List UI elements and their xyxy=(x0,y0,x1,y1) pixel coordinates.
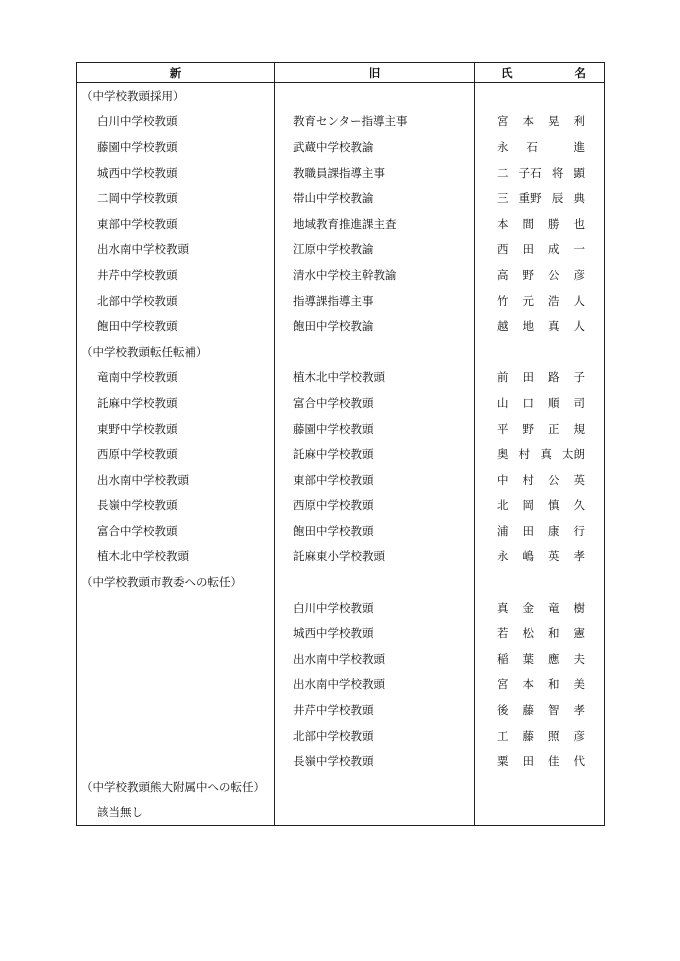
cell-old-post: 清水中学校主幹教諭 xyxy=(275,262,475,288)
person-name xyxy=(497,523,585,539)
name-part: 田 xyxy=(522,370,534,385)
cell-old-post: 出水南中学校教頭 xyxy=(275,672,475,698)
person-name xyxy=(497,421,585,437)
cell-new-post: 東野中学校教頭 xyxy=(77,416,275,442)
name-part: 北 xyxy=(497,498,509,513)
cell-old-post xyxy=(275,800,475,826)
name-part: 公 xyxy=(548,472,560,487)
name-part: 元 xyxy=(522,293,534,308)
cell-new-post: 富合中学校教頭 xyxy=(77,518,275,544)
cell-old-post: 託麻中学校教頭 xyxy=(275,441,475,467)
name-part: 康 xyxy=(548,523,560,538)
cell-person-name xyxy=(475,646,605,672)
cell-person-name xyxy=(475,83,605,109)
name-part: 正 xyxy=(548,421,560,436)
name-part: 孝 xyxy=(573,703,585,718)
cell-old-post: 地域教育推進課主査 xyxy=(275,211,475,237)
cell-old-post xyxy=(275,83,475,109)
cell-person-name xyxy=(475,569,605,595)
cell-person-name xyxy=(475,467,605,493)
table-row xyxy=(77,390,605,416)
name-part: 真 xyxy=(548,319,560,334)
name-part: 田 xyxy=(522,242,534,257)
table-row xyxy=(77,544,605,570)
person-name xyxy=(497,548,585,564)
name-part: 佳 xyxy=(548,754,560,769)
name-part: 美 xyxy=(573,677,585,692)
header-old: 旧 xyxy=(275,63,475,83)
name-part: 中 xyxy=(497,472,509,487)
name-part: 順 xyxy=(548,395,560,410)
cell-old-post xyxy=(275,339,475,365)
name-part: 金 xyxy=(522,600,534,615)
name-part: 地 xyxy=(522,319,534,334)
table-row xyxy=(77,134,605,160)
person-name xyxy=(497,267,585,283)
cell-old-post: 白川中学校教頭 xyxy=(275,595,475,621)
cell-person-name xyxy=(475,595,605,621)
cell-new-post: 井芹中学校教頭 xyxy=(77,262,275,288)
person-name xyxy=(497,139,585,155)
cell-new-post: 該当無し xyxy=(77,800,275,826)
table-row xyxy=(77,365,605,391)
person-name xyxy=(497,472,585,488)
cell-old-post: 西原中学校教頭 xyxy=(275,493,475,519)
cell-new-post xyxy=(77,748,275,774)
person-name xyxy=(497,753,585,769)
person-name xyxy=(497,497,585,513)
name-part: 嶋 xyxy=(522,549,534,564)
section-heading: （中学校教頭採用） xyxy=(77,83,275,109)
cell-new-post: 竜南中学校教頭 xyxy=(77,365,275,391)
name-part: 真 xyxy=(540,447,552,462)
person-name xyxy=(497,625,585,641)
section-heading: （中学校教頭転任転補） xyxy=(77,339,275,365)
cell-old-post: 長嶺中学校教頭 xyxy=(275,748,475,774)
name-part: 松 xyxy=(522,626,534,641)
name-part: 野 xyxy=(522,267,534,282)
cell-old-post: 井芹中学校教頭 xyxy=(275,697,475,723)
name-part: 顕 xyxy=(573,165,585,180)
name-part: 山 xyxy=(497,395,509,410)
name-part: 典 xyxy=(573,191,585,206)
name-part: 晃 xyxy=(548,114,560,129)
name-part: 人 xyxy=(573,293,585,308)
name-part: 進 xyxy=(573,139,585,154)
cell-new-post: 二岡中学校教頭 xyxy=(77,185,275,211)
person-name xyxy=(497,702,585,718)
name-part: 村 xyxy=(522,472,534,487)
cell-person-name xyxy=(475,800,605,826)
cell-new-post xyxy=(77,672,275,698)
person-name xyxy=(497,318,585,334)
name-part: 本 xyxy=(522,677,534,692)
cell-old-post: 出水南中学校教頭 xyxy=(275,646,475,672)
name-part: 永 xyxy=(497,549,509,564)
name-part: 間 xyxy=(522,216,534,231)
cell-person-name xyxy=(475,185,605,211)
person-name xyxy=(497,113,585,129)
cell-person-name xyxy=(475,109,605,135)
name-part: 子石 xyxy=(518,165,542,180)
cell-new-post: 長嶺中学校教頭 xyxy=(77,493,275,519)
cell-person-name xyxy=(475,672,605,698)
header-new: 新 xyxy=(77,63,275,83)
cell-person-name xyxy=(475,211,605,237)
cell-person-name xyxy=(475,365,605,391)
cell-person-name xyxy=(475,160,605,186)
cell-old-post: 飽田中学校教諭 xyxy=(275,313,475,339)
cell-old-post: 藤園中学校教頭 xyxy=(275,416,475,442)
name-part: 司 xyxy=(573,395,585,410)
name-part: 利 xyxy=(573,114,585,129)
cell-new-post: 植木北中学校教頭 xyxy=(77,544,275,570)
section-heading: （中学校教頭市教委への転任） xyxy=(77,569,275,595)
cell-old-post: 江原中学校教諭 xyxy=(275,237,475,263)
table-row xyxy=(77,109,605,135)
name-part: 石 xyxy=(526,139,538,154)
name-part: 孝 xyxy=(573,549,585,564)
name-part: 岡 xyxy=(522,498,534,513)
name-part: 應 xyxy=(548,651,560,666)
cell-new-post: 出水南中学校教頭 xyxy=(77,467,275,493)
person-name xyxy=(497,165,585,181)
cell-person-name xyxy=(475,441,605,467)
name-part: 太朗 xyxy=(561,447,585,462)
name-part: 路 xyxy=(548,370,560,385)
table-row xyxy=(77,211,605,237)
name-part: 和 xyxy=(548,677,560,692)
cell-old-post: 東部中学校教頭 xyxy=(275,467,475,493)
name-part: 粟 xyxy=(497,754,509,769)
name-part: 葉 xyxy=(522,651,534,666)
name-part: 真 xyxy=(497,600,509,615)
name-part: 平 xyxy=(497,421,509,436)
name-part: 子 xyxy=(573,370,585,385)
cell-old-post: 北部中学校教頭 xyxy=(275,723,475,749)
section-row xyxy=(77,83,605,109)
name-part: 英 xyxy=(573,472,585,487)
cell-old-post: 託麻東小学校教頭 xyxy=(275,544,475,570)
cell-new-post: 飽田中学校教頭 xyxy=(77,313,275,339)
name-part: 前 xyxy=(497,370,509,385)
name-part: 竹 xyxy=(497,293,509,308)
cell-person-name xyxy=(475,620,605,646)
name-part: 重野 xyxy=(518,191,542,206)
name-part: 一 xyxy=(573,242,585,257)
table-row xyxy=(77,672,605,698)
table-row xyxy=(77,288,605,314)
table-row xyxy=(77,237,605,263)
name-part: 越 xyxy=(497,319,509,334)
table-row xyxy=(77,595,605,621)
table-row xyxy=(77,160,605,186)
name-part: 智 xyxy=(548,703,560,718)
cell-new-post: 白川中学校教頭 xyxy=(77,109,275,135)
cell-old-post: 教育センター指導主事 xyxy=(275,109,475,135)
cell-person-name xyxy=(475,723,605,749)
name-part: 也 xyxy=(573,216,585,231)
name-part: 永 xyxy=(497,139,509,154)
cell-person-name xyxy=(475,237,605,263)
name-part: 村 xyxy=(518,447,531,462)
person-name xyxy=(497,369,585,385)
header-name-part-1: 氏 xyxy=(501,65,513,80)
name-part: 規 xyxy=(573,421,585,436)
name-part: 藤 xyxy=(522,728,534,743)
name-part: 照 xyxy=(548,728,560,743)
cell-old-post: 富合中学校教頭 xyxy=(275,390,475,416)
name-part: 宮 xyxy=(497,114,509,129)
cell-new-post: 託麻中学校教頭 xyxy=(77,390,275,416)
cell-old-post xyxy=(275,774,475,800)
cell-person-name xyxy=(475,518,605,544)
name-part: 稲 xyxy=(497,651,509,666)
table-row xyxy=(77,441,605,467)
person-name xyxy=(497,728,585,744)
table-row xyxy=(77,416,605,442)
cell-old-post: 飽田中学校教頭 xyxy=(275,518,475,544)
cell-new-post: 城西中学校教頭 xyxy=(77,160,275,186)
cell-new-post: 北部中学校教頭 xyxy=(77,288,275,314)
person-name xyxy=(497,190,585,206)
header-name xyxy=(475,63,605,83)
person-name xyxy=(497,395,585,411)
name-part: 成 xyxy=(548,242,560,257)
name-part: 西 xyxy=(497,242,509,257)
table-row xyxy=(77,620,605,646)
name-part: 和 xyxy=(548,626,560,641)
name-part: 田 xyxy=(522,523,534,538)
cell-new-post xyxy=(77,620,275,646)
table-header-row xyxy=(77,63,605,83)
name-part: 樹 xyxy=(573,600,585,615)
cell-person-name xyxy=(475,416,605,442)
cell-old-post: 指導課指導主事 xyxy=(275,288,475,314)
table-row xyxy=(77,800,605,826)
name-part: 高 xyxy=(497,267,509,282)
cell-person-name xyxy=(475,288,605,314)
person-name xyxy=(497,676,585,692)
name-part: 本 xyxy=(497,216,509,231)
cell-old-post: 城西中学校教頭 xyxy=(275,620,475,646)
name-part: 宮 xyxy=(497,677,509,692)
name-part: 憲 xyxy=(573,626,585,641)
name-part: 英 xyxy=(548,549,560,564)
cell-new-post xyxy=(77,723,275,749)
table-row xyxy=(77,467,605,493)
cell-person-name xyxy=(475,748,605,774)
name-part: 藤 xyxy=(522,703,534,718)
name-part: 後 xyxy=(497,703,509,718)
table-row xyxy=(77,313,605,339)
cell-person-name xyxy=(475,544,605,570)
cell-old-post: 植木北中学校教頭 xyxy=(275,365,475,391)
name-part: 本 xyxy=(522,114,534,129)
section-row xyxy=(77,774,605,800)
person-name xyxy=(497,241,585,257)
table-row xyxy=(77,646,605,672)
table-body xyxy=(77,83,605,826)
table-row xyxy=(77,748,605,774)
name-part: 彦 xyxy=(573,728,585,743)
table-row xyxy=(77,518,605,544)
table-row xyxy=(77,697,605,723)
name-part: 口 xyxy=(522,395,534,410)
cell-new-post xyxy=(77,646,275,672)
cell-old-post: 武蔵中学校教諭 xyxy=(275,134,475,160)
name-part: 三 xyxy=(497,191,509,206)
name-part: 公 xyxy=(548,267,560,282)
table-row xyxy=(77,262,605,288)
cell-person-name xyxy=(475,134,605,160)
name-part: 二 xyxy=(497,165,509,180)
name-part: 久 xyxy=(573,498,585,513)
name-part: 奥 xyxy=(497,447,509,462)
cell-new-post xyxy=(77,595,275,621)
cell-person-name xyxy=(475,390,605,416)
person-name xyxy=(497,446,585,462)
person-name xyxy=(497,600,585,616)
name-part: 勝 xyxy=(548,216,560,231)
cell-old-post xyxy=(275,569,475,595)
cell-old-post: 帯山中学校教諭 xyxy=(275,185,475,211)
name-part: 彦 xyxy=(573,267,585,282)
cell-new-post: 出水南中学校教頭 xyxy=(77,237,275,263)
name-part: 若 xyxy=(497,626,509,641)
cell-new-post xyxy=(77,697,275,723)
person-name xyxy=(497,293,585,309)
table-row xyxy=(77,493,605,519)
name-part: 野 xyxy=(522,421,534,436)
cell-person-name xyxy=(475,313,605,339)
name-part: 夫 xyxy=(573,651,585,666)
header-name-part-2: 名 xyxy=(574,65,587,80)
cell-new-post: 西原中学校教頭 xyxy=(77,441,275,467)
name-part: 工 xyxy=(497,728,509,743)
name-part: 行 xyxy=(573,523,585,538)
section-row xyxy=(77,569,605,595)
name-part: 田 xyxy=(522,754,534,769)
name-part: 将 xyxy=(551,165,564,180)
table-row xyxy=(77,185,605,211)
table-row xyxy=(77,723,605,749)
personnel-table xyxy=(76,62,605,826)
section-heading: （中学校教頭熊大附属中への転任） xyxy=(77,774,275,800)
section-row xyxy=(77,339,605,365)
cell-new-post: 東部中学校教頭 xyxy=(77,211,275,237)
personnel-sheet xyxy=(76,62,604,826)
name-part: 人 xyxy=(573,319,585,334)
person-name xyxy=(497,651,585,667)
name-part: 慎 xyxy=(548,498,560,513)
cell-person-name xyxy=(475,697,605,723)
name-part: 辰 xyxy=(551,191,564,206)
cell-person-name xyxy=(475,339,605,365)
person-name xyxy=(497,216,585,232)
cell-person-name xyxy=(475,774,605,800)
cell-old-post: 教職員課指導主事 xyxy=(275,160,475,186)
name-part: 竜 xyxy=(548,600,560,615)
cell-new-post: 藤園中学校教頭 xyxy=(77,134,275,160)
name-part: 浩 xyxy=(548,293,560,308)
cell-person-name xyxy=(475,262,605,288)
cell-person-name xyxy=(475,493,605,519)
name-part: 浦 xyxy=(497,523,509,538)
name-part: 代 xyxy=(573,754,585,769)
